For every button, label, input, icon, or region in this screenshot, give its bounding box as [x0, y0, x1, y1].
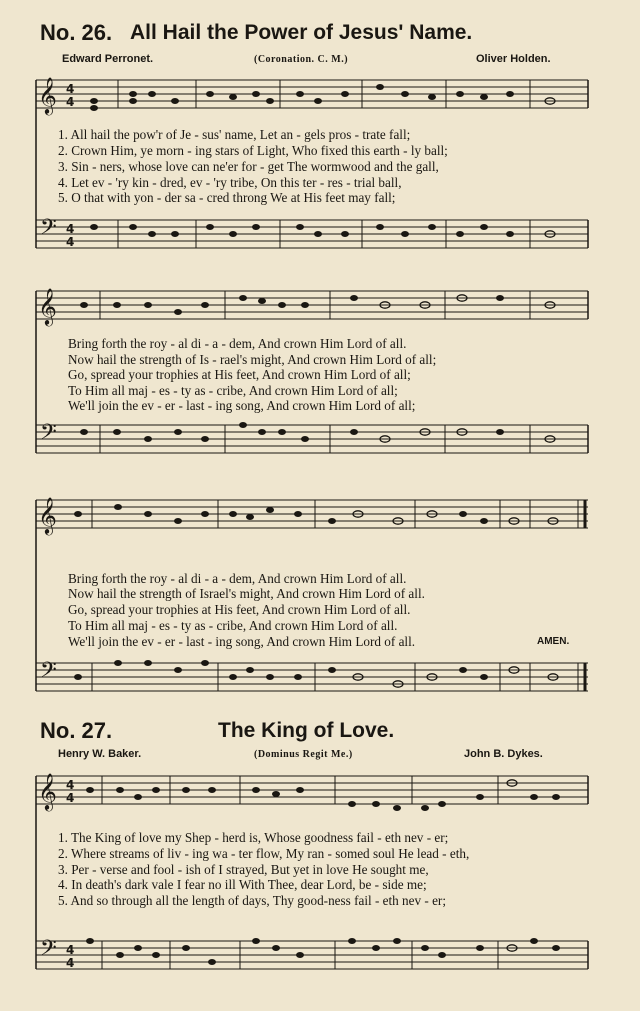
- svg-text:𝄢: 𝄢: [40, 936, 57, 966]
- verse-line-5: 5. And so through all the length of days, Thy good-ness fail - eth nev - er;: [58, 893, 446, 908]
- verse-line-2: 2. Crown Him, ye morn - ing stars of Light, Who fixed this earth - ly ball;: [58, 143, 448, 158]
- hymn-title: The King of Love.: [218, 719, 395, 742]
- final-line-1: Bring forth the roy - al di - a - dem, And crown Him Lord of all.: [68, 571, 407, 586]
- svg-text:4: 4: [66, 791, 75, 805]
- svg-text:4: 4: [66, 222, 75, 236]
- hymn-number: No. 26.: [40, 20, 113, 45]
- verse-line-3: 3. Sin - ners, whose love can ne'er for - get The wormwood and the gall,: [58, 159, 439, 174]
- svg-text:𝄢: 𝄢: [40, 215, 57, 245]
- svg-text:4: 4: [66, 95, 75, 109]
- words-credit: Edward Perronet.: [62, 53, 154, 65]
- refrain-line-3: Go, spread your trophies at His feet, And crown Him Lord of all;: [68, 367, 411, 382]
- svg-text:4: 4: [66, 235, 75, 249]
- final-line-3: Go, spread your trophies at His feet, And crown Him Lord of all.: [68, 602, 411, 617]
- svg-text:𝄞: 𝄞: [38, 496, 57, 534]
- refrain-line-2: Now hail the strength of Is - rael's might, And crown Him Lord of all;: [68, 352, 437, 367]
- svg-text:4: 4: [66, 778, 75, 792]
- svg-text:4: 4: [66, 956, 75, 970]
- verse-line-3: 3. Per - verse and fool - ish of I strayed, But yet in love He sought me,: [58, 862, 429, 877]
- words-credit: Henry W. Baker.: [58, 748, 142, 760]
- final-line-5: We'll join the ev - er - last - ing song, And crown Him Lord of all.: [68, 634, 416, 649]
- hymn-number: No. 27.: [40, 718, 113, 743]
- music-credit: Oliver Holden.: [476, 53, 551, 65]
- svg-text:𝄞: 𝄞: [38, 287, 57, 325]
- verse-line-1: 1. All hail the pow'r of Je - sus' name, Let an - gels pros - trate fall;: [58, 127, 411, 142]
- svg-text:4: 4: [66, 82, 75, 96]
- verse-line-2: 2. Where streams of liv - ing wa - ter flow, My ran - somed soul He lead - eth,: [58, 846, 470, 861]
- music-credit: John B. Dykes.: [464, 748, 543, 760]
- refrain-line-5: We'll join the ev - er - last - ing song, And crown Him Lord of all;: [68, 398, 416, 413]
- svg-text:4: 4: [66, 943, 75, 957]
- hymn-title: All Hail the Power of Jesus' Name.: [130, 21, 473, 44]
- refrain-line-1: Bring forth the roy - al di - a - dem, And crown Him Lord of all.: [68, 336, 407, 351]
- verse-line-1: 1. The King of love my Shep - herd is, Whose goodness fail - eth nev - er;: [58, 830, 449, 845]
- verse-line-4: 4. In death's dark vale I fear no ill With Thee, dear Lord, be - side me;: [58, 877, 427, 892]
- verse-line-5: 5. O that with yon - der sa - cred throng We at His feet may fall;: [58, 190, 396, 205]
- svg-text:𝄢: 𝄢: [40, 658, 57, 688]
- svg-text:𝄞: 𝄞: [38, 76, 57, 114]
- final-line-2: Now hail the strength of Israel's might, And crown Him Lord of all.: [68, 586, 425, 601]
- tune-name: (Coronation. C. M.): [254, 54, 349, 65]
- refrain-line-4: To Him all maj - es - ty as - cribe, And crown Him Lord of all;: [68, 383, 398, 398]
- verse-line-4: 4. Let ev - 'ry kin - dred, ev - 'ry tribe, On this ter - res - trial ball,: [58, 175, 402, 190]
- svg-text:𝄢: 𝄢: [40, 420, 57, 450]
- amen-label: AMEN.: [537, 636, 570, 647]
- final-line-4: To Him all maj - es - ty as - cribe, And crown Him Lord of all.: [68, 618, 398, 633]
- svg-text:𝄞: 𝄞: [38, 772, 57, 810]
- tune-name: (Dominus Regit Me.): [254, 749, 353, 760]
